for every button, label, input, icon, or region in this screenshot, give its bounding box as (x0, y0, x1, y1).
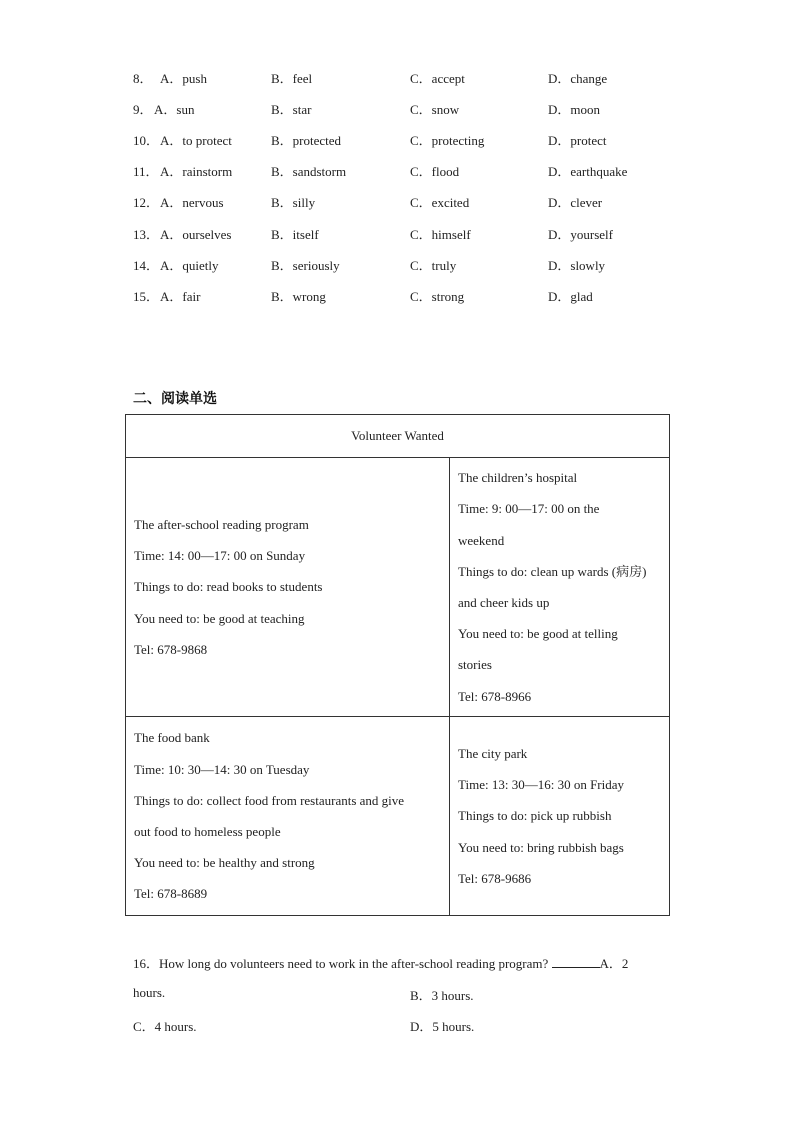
choice-row-12 (0, 192, 794, 212)
hospital-need-cont: stories (458, 657, 492, 673)
city-park-cell (450, 717, 670, 916)
volunteer-table (125, 414, 670, 916)
option-c: C．strong (410, 289, 465, 304)
food-tel: Tel: 678-8689 (134, 886, 208, 902)
food-todo: Things to do: collect food from restaurants and give (134, 792, 405, 808)
option-c: C．flood (410, 164, 460, 179)
option-a: A．ourselves (160, 227, 232, 242)
option-a: A．to protect (160, 133, 232, 148)
question-number: 13． (133, 227, 160, 242)
option-d: D．5 hours. (410, 1019, 475, 1034)
choice-row-10 (0, 130, 794, 150)
option-c: C．accept (410, 71, 465, 86)
option-a-start: A．2 (599, 956, 629, 971)
hospital-todo-cont: and cheer kids up (458, 595, 550, 610)
question-16-stem (133, 953, 628, 972)
question-number: 15． (133, 289, 160, 304)
choice-row-15 (0, 286, 794, 306)
option-b: B．star (271, 102, 312, 117)
option-c: C．snow (410, 102, 460, 117)
option-d: D．protect (548, 133, 607, 148)
park-need: You need to: bring rubbish bags (458, 839, 624, 855)
choice-row-9 (0, 99, 794, 119)
park-todo: Things to do: pick up rubbish (458, 808, 612, 824)
option-a: A．rainstorm (160, 164, 233, 179)
hospital-tel: Tel: 678-8966 (458, 688, 532, 704)
question-number: 10． (133, 133, 160, 148)
reading-time: Time: 14: 00—17: 00 on Sunday (134, 548, 306, 564)
hospital-time: Time: 9: 00—17: 00 on the (458, 501, 600, 517)
answer-blank[interactable] (552, 954, 600, 968)
option-b: B．silly (271, 195, 316, 210)
option-b: B．seriously (271, 258, 340, 273)
choice-row-8 (0, 68, 794, 88)
food-need: You need to: be healthy and strong (134, 855, 315, 871)
option-c: C．truly (410, 258, 457, 273)
option-c: C．protecting (410, 133, 485, 148)
reading-need: You need to: be good at teaching (134, 610, 305, 626)
option-d: D．moon (548, 102, 601, 117)
question-number: 9． (133, 102, 153, 117)
park-tel: Tel: 678-9686 (458, 870, 532, 886)
option-c: C．4 hours. (133, 1019, 197, 1034)
food-bank-cell (126, 717, 450, 916)
option-a: A．sun (154, 102, 195, 117)
option-d: D．slowly (548, 258, 606, 273)
park-name: The city park (458, 745, 528, 761)
food-todo-cont: out food to homeless people (134, 824, 281, 839)
choice-row-11 (0, 161, 794, 181)
reading-program-cell (126, 458, 450, 717)
option-b: B．protected (271, 133, 342, 148)
table-heading: Volunteer Wanted (126, 415, 670, 458)
hospital-todo: Things to do: clean up wards (病房) (458, 563, 647, 579)
option-d: D．change (548, 71, 608, 86)
option-b: B．3 hours. (410, 988, 474, 1003)
choice-row-14 (0, 255, 794, 275)
option-d: D．earthquake (548, 164, 628, 179)
question-number: 8． (133, 71, 153, 86)
option-b: B．feel (271, 71, 313, 86)
reading-tel: Tel: 678-9868 (134, 641, 208, 657)
question-number: 12． (133, 195, 160, 210)
option-d: D．yourself (548, 227, 613, 242)
hospital-need: You need to: be good at telling (458, 626, 618, 642)
question-number: 11． (133, 164, 159, 179)
option-b: B．sandstorm (271, 164, 347, 179)
option-b: B．itself (271, 227, 319, 242)
reading-name: The after-school reading program (134, 516, 309, 532)
option-c: C．excited (410, 195, 470, 210)
hospital-cell (450, 458, 670, 717)
food-name: The food bank (134, 730, 210, 746)
option-a: A．fair (160, 289, 201, 304)
option-a: A．quietly (160, 258, 219, 273)
hospital-time-cont: weekend (458, 532, 505, 548)
option-a: A．nervous (160, 195, 224, 210)
question-number: 14． (133, 258, 160, 273)
section-title: 二、阅读单选 (133, 392, 217, 407)
reading-todo: Things to do: read books to students (134, 579, 323, 595)
hospital-name: The children’s hospital (458, 470, 578, 486)
option-d: D．clever (548, 195, 603, 210)
option-b: B．wrong (271, 289, 326, 304)
option-c: C．himself (410, 227, 471, 242)
option-a: A．push (160, 71, 207, 86)
option-d: D．glad (548, 289, 593, 304)
food-time: Time: 10: 30—14: 30 on Tuesday (134, 761, 310, 777)
choice-row-13 (0, 224, 794, 244)
question-16-text: 16．How long do volunteers need to work in the after-school reading program? (133, 956, 549, 971)
park-time: Time: 13: 30—16: 30 on Friday (458, 777, 625, 793)
option-a-end: hours. (133, 985, 166, 1000)
